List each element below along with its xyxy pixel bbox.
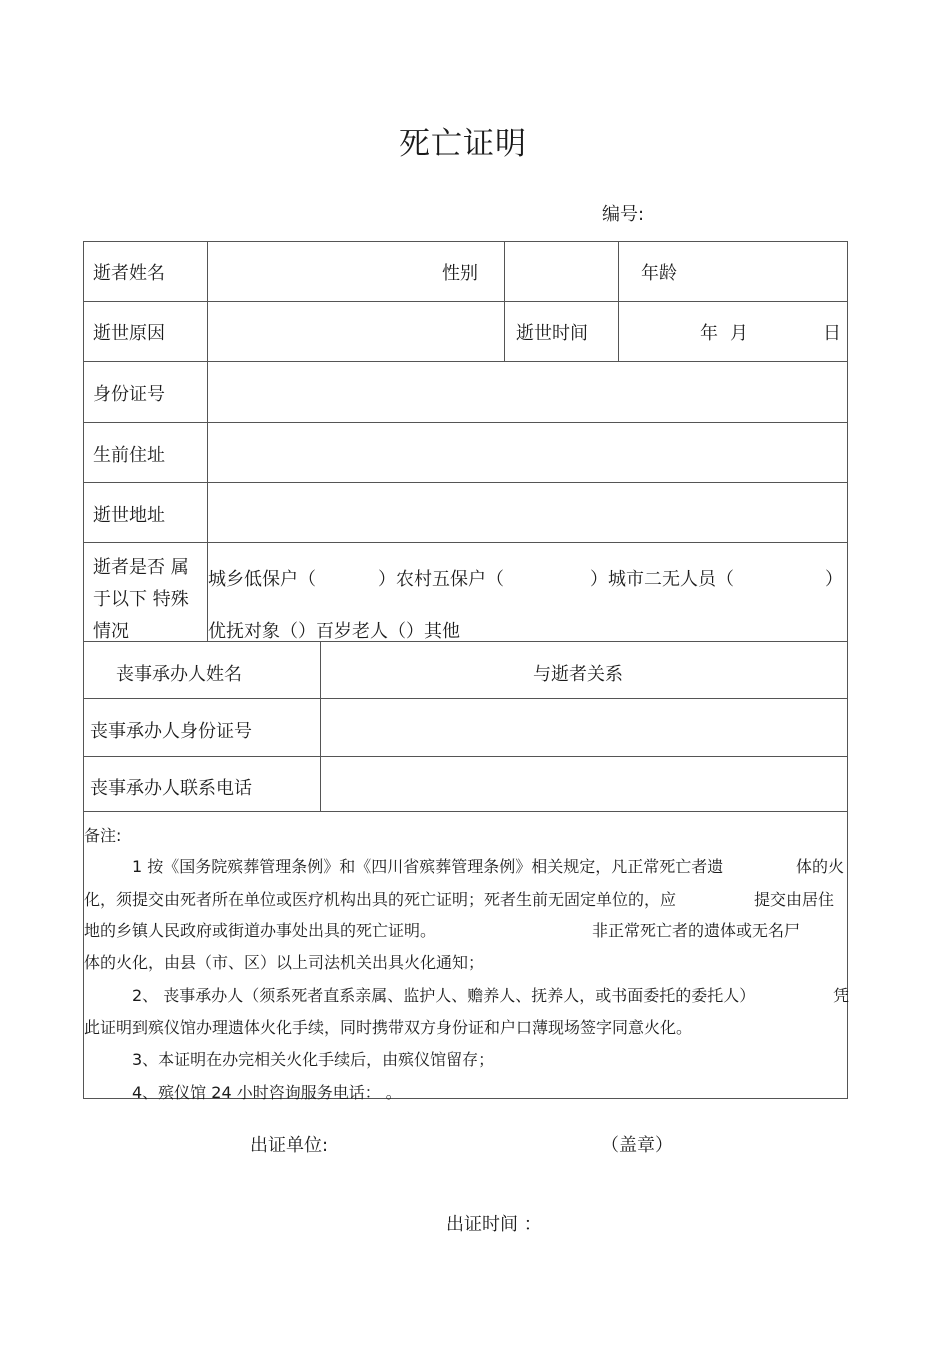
age-label: 年龄: [641, 263, 677, 284]
gender-label: 性别: [442, 263, 478, 284]
deceased-name-label: 逝者姓名: [93, 263, 165, 284]
death-year-label: 年: [700, 323, 718, 344]
death-place-label: 逝世地址: [93, 505, 165, 526]
special-option-rural-five[interactable]: ）农村五保户（: [378, 569, 504, 590]
table-border: [83, 698, 848, 699]
note-4: 4、殡仪馆 24 小时咨询服务电话： 。: [132, 1083, 402, 1102]
death-month-label: 月: [730, 323, 748, 344]
page-title: 死亡证明: [399, 126, 527, 162]
death-time-label: 逝世时间: [516, 323, 588, 344]
issuer-label: 出证单位:: [250, 1135, 329, 1156]
table-border: [83, 756, 848, 757]
note-1-line-1: 1 按《国务院殡葬管理条例》和《四川省殡葬管理条例》相关规定，凡正常死亡者遗: [132, 857, 724, 876]
gender-field[interactable]: [507, 244, 615, 300]
death-place-field[interactable]: [210, 485, 844, 541]
address-field[interactable]: [210, 425, 844, 481]
table-border: [83, 301, 848, 302]
note-1-line-2: 化，须提交由死者所在单位或医疗机构出具的死亡证明；死者生前无固定单位的，应: [84, 890, 677, 909]
age-field[interactable]: [690, 244, 840, 300]
serial-number-label: 编号:: [602, 204, 645, 225]
id-number-label: 身份证号: [93, 384, 165, 405]
special-option-urban-three[interactable]: ）城市二无人员（: [590, 569, 734, 590]
death-cause-field[interactable]: [210, 304, 500, 360]
table-border: [83, 542, 848, 543]
special-option-low-income[interactable]: 城乡低保户（: [208, 569, 316, 590]
table-border: [847, 241, 848, 1098]
special-options-line2[interactable]: 优抚对象（）百岁老人（）其他: [208, 621, 460, 642]
id-number-field[interactable]: [210, 364, 844, 420]
note-2-line-2: 此证明到殡仪馆办理遗体火化手续，同时携带双方身份证和户口薄现场签字同意火化。: [84, 1018, 693, 1037]
agent-id-field[interactable]: [323, 701, 844, 754]
note-2-line-1: 2、 丧事承办人（须系死者直系亲属、监护人、赡养人、抚养人，或书面委托的委托人）: [132, 986, 756, 1005]
death-day-label: 日: [823, 323, 841, 344]
special-status-label: 情况: [93, 621, 129, 642]
agent-name-label: 丧事承办人姓名: [116, 664, 242, 685]
note-1-line-1-end: 体的火: [796, 857, 845, 876]
agent-phone-label: 丧事承办人联系电话: [90, 778, 252, 799]
deceased-name-field[interactable]: [210, 244, 430, 300]
special-option-close-paren: ）: [825, 569, 843, 590]
note-2-line-1-end: 凭: [833, 986, 850, 1005]
table-border: [83, 641, 848, 642]
note-1-line-3-end: 非正常死亡者的遗体或无名尸: [592, 921, 801, 940]
special-status-label: 于以下 特殊: [93, 589, 189, 610]
note-3: 3、本证明在办完相关火化手续后，由殡仪馆留存；: [132, 1050, 495, 1069]
table-border: [83, 241, 848, 242]
seal-label: （盖章）: [601, 1135, 673, 1156]
agent-id-label: 丧事承办人身份证号: [90, 721, 252, 742]
table-border: [83, 482, 848, 483]
relation-label: 与逝者关系: [533, 664, 623, 685]
table-border: [320, 641, 321, 811]
table-border: [83, 361, 848, 362]
table-border: [83, 422, 848, 423]
note-1-line-3: 地的乡镇人民政府或街道办事处出具的死亡证明。: [84, 921, 437, 940]
death-cause-label: 逝世原因: [93, 323, 165, 344]
table-border: [618, 241, 619, 361]
notes-heading: 备注:: [84, 826, 122, 845]
special-status-label: 逝者是否 属: [93, 557, 189, 578]
issue-time-label: 出证时间 ：: [446, 1214, 542, 1235]
table-border: [83, 811, 848, 812]
note-1-line-2-end: 提交由居住: [754, 890, 835, 909]
note-1-line-4: 体的火化，由县（市、区）以上司法机关出具火化通知；: [84, 953, 485, 972]
table-border: [504, 241, 505, 361]
agent-phone-field[interactable]: [323, 759, 844, 809]
address-label: 生前住址: [93, 445, 165, 466]
